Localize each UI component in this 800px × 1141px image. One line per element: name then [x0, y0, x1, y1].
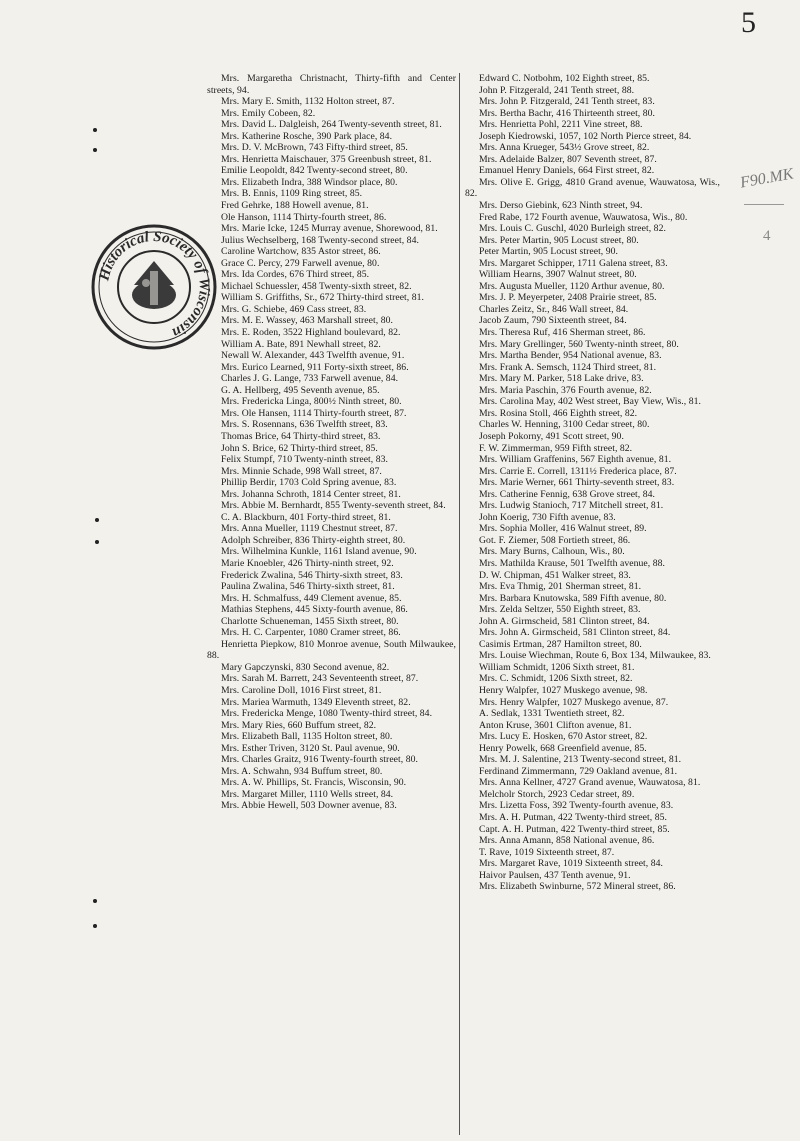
directory-entry: Henrietta Piepkow, 810 Monroe avenue, South Milwaukee, 88. — [207, 638, 456, 662]
directory-entry: Mrs. Bertha Bachr, 416 Thirteenth street, 80. — [479, 107, 656, 119]
directory-entry: Mrs. Caroline Doll, 1016 First street, 81. — [221, 684, 382, 696]
directory-entry: Fred Gehrke, 188 Howell avenue, 81. — [221, 200, 369, 212]
directory-entry: Emilie Leopoldt, 842 Twenty-second street, 80. — [221, 165, 408, 177]
directory-entry: Capt. A. H. Putman, 422 Twenty-third street, 85. — [479, 823, 670, 835]
directory-entry: Haivor Paulsen, 437 Tenth avenue, 91. — [479, 869, 631, 881]
directory-entry: Joseph Pokorny, 491 Scott street, 90. — [479, 430, 624, 442]
margin-annotation: F90.MK — [738, 165, 795, 192]
directory-entry: Mrs. J. P. Meyerpeter, 2408 Prairie street, 85. — [479, 292, 657, 304]
directory-entry: Felix Stumpf, 710 Twenty-ninth street, 83. — [221, 454, 388, 466]
directory-entry: Mrs. C. Schmidt, 1206 Sixth street, 82. — [479, 673, 633, 685]
directory-entry: Mrs. Lizetta Foss, 392 Twenty-fourth avenue, 83. — [479, 800, 674, 812]
directory-entry: Mrs. Eva Thmig, 201 Sherman street, 81. — [479, 581, 642, 593]
directory-entry: Thomas Brice, 64 Thirty-third street, 83. — [221, 430, 381, 442]
directory-entry: Ole Hanson, 1114 Thirty-fourth street, 86. — [221, 211, 387, 223]
directory-entry: Julius Wechselberg, 168 Twenty-second street, 84. — [221, 234, 419, 246]
directory-entry: Phillip Berdir, 1703 Cold Spring avenue, 83. — [221, 477, 397, 489]
svg-text:Historical Society of Wisconsi: Historical Society of Wisconsin — [96, 228, 213, 341]
directory-entry: Mrs. M. E. Wassey, 463 Marshall street, 80. — [221, 315, 393, 327]
directory-entry: Mrs. Rosina Stoll, 466 Eighth street, 82. — [479, 407, 638, 419]
directory-entry: Mrs. Ole Hansen, 1114 Thirty-fourth street, 87. — [221, 407, 407, 419]
directory-entry: Mrs. Ludwig Stanioch, 717 Mitchell street, 81. — [479, 500, 664, 512]
directory-entry: Mrs. Anna Amann, 858 National avenue, 86. — [479, 835, 655, 847]
directory-entry: Mrs. Sarah M. Barrett, 243 Seventeenth street, 87. — [221, 673, 419, 685]
binding-hole — [93, 924, 97, 928]
directory-entry: John A. Girmscheid, 581 Clinton street, 84. — [479, 615, 650, 627]
directory-entry: William S. Griffiths, Sr., 672 Thirty-third street, 81. — [221, 292, 425, 304]
directory-entry: Anton Kruse, 3601 Clifton avenue, 81. — [479, 719, 632, 731]
directory-entry: Mrs. Anna Krueger, 543½ Grove street, 82. — [479, 142, 650, 154]
directory-entry: Mrs. Marie Werner, 661 Thirty-seventh street, 83. — [479, 477, 675, 489]
directory-entry: Mrs. Wilhelmina Kunkle, 1161 Island avenue, 90. — [221, 546, 417, 558]
directory-entry: Mrs. Henry Walpfer, 1027 Muskego avenue, 87. — [479, 696, 669, 708]
directory-entry: Mrs. Ida Cordes, 676 Third street, 85. — [221, 269, 370, 281]
directory-entry: Mrs. Mary Grellinger, 560 Twenty-ninth street, 80. — [479, 338, 679, 350]
directory-entry: Mrs. Mary Ries, 660 Buffum street, 82. — [221, 719, 377, 731]
directory-entry: Mrs. Carrie E. Correll, 1311½ Frederica place, 87. — [479, 465, 677, 477]
directory-entry: Fred Rabe, 172 Fourth avenue, Wauwatosa, Wis., 80. — [479, 211, 688, 223]
directory-entry: Mrs. Eurico Learned, 911 Forty-sixth street, 86. — [221, 361, 409, 373]
directory-entry: John Koerig, 730 Fifth avenue, 83. — [479, 511, 616, 523]
directory-entry: Mrs. Henrietta Maischauer, 375 Greenbush street, 81. — [221, 153, 432, 165]
directory-entry: Henry Powelk, 668 Greenfield avenue, 85. — [479, 742, 647, 754]
directory-entry: Mrs. S. Rosennans, 636 Twelfth street, 83. — [221, 419, 388, 431]
historical-society-seal — [90, 223, 218, 351]
directory-entry: Newall W. Alexander, 443 Twelfth avenue, 91. — [221, 350, 405, 362]
directory-entry: Mrs. M. J. Salentine, 213 Twenty-second street, 81. — [479, 754, 682, 766]
directory-entry: Mrs. David L. Dalgleish, 264 Twenty-seventh street, 81. — [221, 119, 442, 131]
directory-entry: Mrs. Derso Giebink, 623 Ninth street, 94. — [479, 200, 643, 212]
directory-entry: Mrs. Minnie Schade, 998 Wall street, 87. — [221, 465, 382, 477]
directory-entry: Mrs. Barbara Knutowska, 589 Fifth avenue, 80. — [479, 592, 667, 604]
directory-entry: Mrs. Augusta Mueller, 1120 Arthur avenue, 80. — [479, 280, 665, 292]
binding-hole — [95, 518, 99, 522]
directory-entry: Mrs. G. Schiebe, 469 Cass street, 83. — [221, 303, 367, 315]
directory-entry: Mrs. E. Roden, 3522 Highland boulevard, 82. — [221, 327, 401, 339]
directory-entry: Mrs. Mary E. Smith, 1132 Holton street, 87. — [221, 96, 395, 108]
margin-annotation-mark: 4 — [763, 228, 771, 244]
directory-entry: Mrs. Adelaide Balzer, 807 Seventh street, 87. — [479, 153, 657, 165]
directory-entry: Frederick Zwalina, 546 Thirty-sixth street, 83. — [221, 569, 403, 581]
directory-entry: D. W. Chipman, 451 Walker street, 83. — [479, 569, 631, 581]
directory-entry: Emanuel Henry Daniels, 664 First street, 82. — [479, 165, 655, 177]
directory-entry: Mathias Stephens, 445 Sixty-fourth avenue, 86. — [221, 604, 408, 616]
binding-hole — [93, 899, 97, 903]
directory-entry: Jacob Zaum, 790 Sixteenth street, 84. — [479, 315, 627, 327]
directory-entry: Mrs. Louise Wiechman, Route 6, Box 134, Milwaukee, 83. — [479, 650, 711, 662]
directory-entry: Mrs. A. W. Phillips, St. Francis, Wisconsin, 90. — [221, 777, 407, 789]
directory-entry: Mary Gapczynski, 830 Second avenue, 82. — [221, 661, 390, 673]
directory-entry: Mrs. Sophia Moller, 416 Walnut street, 89. — [479, 523, 647, 535]
directory-entry: Melcholr Storch, 2923 Cedar street, 89. — [479, 788, 635, 800]
directory-entry: Mrs. D. V. McBrown, 743 Fifty-third street, 85. — [221, 142, 408, 154]
directory-entry: Mrs. Mathilda Krause, 501 Twelfth avenue, 88. — [479, 557, 665, 569]
right-column — [465, 73, 720, 893]
directory-entry: Mrs. Mary Burns, Calhoun, Wis., 80. — [479, 546, 625, 558]
directory-entry: Peter Martin, 905 Locust street, 90. — [479, 246, 619, 258]
directory-entry: Mrs. Abbie Hewell, 503 Downer avenue, 83. — [221, 800, 397, 812]
directory-entry: Mrs. Lucy E. Hosken, 670 Astor street, 82. — [479, 731, 648, 743]
directory-entry: Mrs. A. H. Putman, 422 Twenty-third street, 85. — [479, 812, 667, 823]
directory-entry: A. Sedlak, 1331 Twentieth street, 82. — [479, 708, 625, 720]
directory-entry: Mrs. Anna Kellner, 4727 Grand avenue, Wauwatosa, 81. — [479, 777, 701, 789]
directory-entry: Mrs. Elizabeth Swinburne, 572 Mineral street, 86. — [479, 881, 676, 893]
directory-entry: Charles W. Henning, 3100 Cedar street, 80. — [479, 419, 650, 431]
directory-entry: T. Rave, 1019 Sixteenth street, 87. — [479, 846, 615, 858]
directory-entry: William Hearns, 3907 Walnut street, 80. — [479, 269, 637, 281]
directory-entry: Mrs. Margaret Schipper, 1711 Galena street, 83. — [479, 257, 668, 269]
directory-entry: Mrs. Martha Bender, 954 National avenue, 83. — [479, 350, 662, 362]
directory-entry: Caroline Wartchow, 835 Astor street, 86. — [221, 246, 381, 258]
page-number: 5 — [741, 6, 756, 39]
directory-entry: Mrs. B. Ennis, 1109 Ring street, 85. — [221, 188, 363, 200]
left-column — [207, 73, 456, 812]
directory-entry: Casimis Ertman, 287 Hamilton street, 80. — [479, 638, 642, 650]
directory-entry: Mrs. Frank A. Semsch, 1124 Third street, 81. — [479, 361, 657, 373]
directory-entry: Mrs. Theresa Ruf, 416 Sherman street, 86. — [479, 327, 646, 339]
directory-entry: William Schmidt, 1206 Sixth street, 81. — [479, 661, 635, 673]
directory-entry: Mrs. Mariea Warmuth, 1349 Eleventh street, 82. — [221, 696, 411, 708]
directory-entry: Edward C. Notbohm, 102 Eighth street, 85. — [479, 73, 650, 84]
directory-entry: Got. F. Ziemer, 508 Fortieth street, 86. — [479, 534, 631, 546]
directory-entry: Mrs. Charles Graitz, 916 Twenty-fourth street, 80. — [221, 754, 418, 766]
directory-entry: Charles J. G. Lange, 733 Farwell avenue, 84. — [221, 373, 399, 385]
directory-entry: Mrs. Margaret Miller, 1110 Wells street, 84. — [221, 788, 394, 800]
directory-entry: Mrs. Louis C. Guschl, 4020 Burleigh street, 82. — [479, 223, 666, 235]
directory-entry: John P. Fitzgerald, 241 Tenth street, 88. — [479, 84, 635, 96]
directory-entry: Mrs. Margaretha Christnacht, Thirty-fifth and Center streets, 94. — [207, 73, 456, 96]
directory-entry: Mrs. Carolina May, 402 West street, Bay View, Wis., 81. — [479, 396, 701, 408]
directory-entry: Mrs. Elizabeth Indra, 388 Windsor place, 80. — [221, 176, 398, 188]
directory-entry: Mrs. H. C. Carpenter, 1080 Cramer street, 86. — [221, 627, 401, 639]
directory-entry: Mrs. Emily Cobeen, 82. — [221, 107, 316, 119]
directory-entry: Mrs. Anna Mueller, 1119 Chestnut street, 87. — [221, 523, 398, 535]
directory-entry: Mrs. John P. Fitzgerald, 241 Tenth street, 83. — [479, 96, 655, 108]
directory-entry: Mrs. Zelda Seltzer, 550 Eighth street, 83. — [479, 604, 641, 616]
directory-entry: Mrs. Fredericka Menge, 1080 Twenty-third street, 84. — [221, 708, 433, 720]
directory-entry: Charles Zeitz, Sr., 846 Wall street, 84. — [479, 303, 629, 315]
directory-entry: G. A. Hellberg, 495 Seventh avenue, 85. — [221, 384, 380, 396]
directory-entry: Mrs. Marie Icke, 1245 Murray avenue, Shorewood, 81. — [221, 223, 438, 235]
directory-entry: C. A. Blackburn, 401 Forty-third street, 81. — [221, 511, 391, 523]
directory-entry: Mrs. Mary M. Parker, 518 Lake drive, 83. — [479, 373, 644, 385]
directory-entry: William A. Bate, 891 Newhall street, 82. — [221, 338, 381, 350]
directory-entry: Mrs. Henrietta Pohl, 2211 Vine street, 88. — [479, 119, 643, 131]
directory-entry: Mrs. Catherine Fennig, 638 Grove street, 84. — [479, 488, 656, 500]
directory-entry: Henry Walpfer, 1027 Muskego avenue, 98. — [479, 684, 648, 696]
directory-entry: Mrs. H. Schmalfuss, 449 Clement avenue, 85. — [221, 592, 402, 604]
directory-entry: Mrs. William Graffenins, 567 Eighth avenue, 81. — [479, 454, 672, 466]
directory-entry: Mrs. Olive E. Grigg, 4810 Grand avenue, Wauwatosa, Wis., 82. — [465, 176, 720, 200]
directory-entry: Mrs. Peter Martin, 905 Locust street, 80. — [479, 234, 639, 246]
directory-entry: Mrs. Katherine Rosche, 390 Park place, 84. — [221, 130, 393, 142]
directory-entry: Mrs. A. Schwahn, 934 Buffum street, 80. — [221, 765, 383, 777]
directory-entry: Ferdinand Zimmermann, 729 Oakland avenue, 81. — [479, 765, 678, 777]
directory-entry: Mrs. Maria Paschin, 376 Fourth avenue, 82. — [479, 384, 652, 396]
directory-entry: F. W. Zimmerman, 959 Fifth street, 82. — [479, 442, 633, 454]
directory-entry: Michael Schuessler, 458 Twenty-sixth street, 82. — [221, 280, 412, 292]
directory-entry: Mrs. Johanna Schroth, 1814 Center street, 81. — [221, 488, 401, 500]
binding-hole — [93, 148, 97, 152]
binding-hole — [95, 540, 99, 544]
directory-entry: Mrs. Margaret Rave, 1019 Sixteenth street, 84. — [479, 858, 663, 870]
directory-entry: Adolph Schreiber, 836 Thirty-eighth street, 80. — [221, 534, 406, 546]
directory-entry: Mrs. Esther Triven, 3120 St. Paul avenue, 90. — [221, 742, 400, 754]
directory-entry: Mrs. Abbie M. Bernhardt, 855 Twenty-seventh street, 84. — [221, 500, 446, 512]
directory-entry: John S. Brice, 62 Thirty-third street, 85. — [221, 442, 378, 454]
directory-entry: Mrs. Fredericka Linga, 800½ Ninth street, 80. — [221, 396, 402, 408]
margin-annotation-rule — [744, 204, 784, 205]
directory-entry: Joseph Kiedrowski, 1057, 102 North Pierce street, 84. — [479, 130, 692, 142]
directory-entry: Grace C. Percy, 279 Farwell avenue, 80. — [221, 257, 380, 269]
directory-entry: Marie Knoebler, 426 Thirty-ninth street, 92. — [221, 557, 394, 569]
binding-hole — [93, 128, 97, 132]
directory-entry: Paulina Zwalina, 546 Thirty-sixth street, 81. — [221, 581, 395, 593]
directory-entry: Charlotte Schueneman, 1455 Sixth street, 80. — [221, 615, 399, 627]
directory-entry: Mrs. Elizabeth Ball, 1135 Holton street, 80. — [221, 731, 393, 743]
column-divider — [459, 73, 460, 1135]
directory-entry: Mrs. John A. Girmscheid, 581 Clinton street, 84. — [479, 627, 671, 639]
